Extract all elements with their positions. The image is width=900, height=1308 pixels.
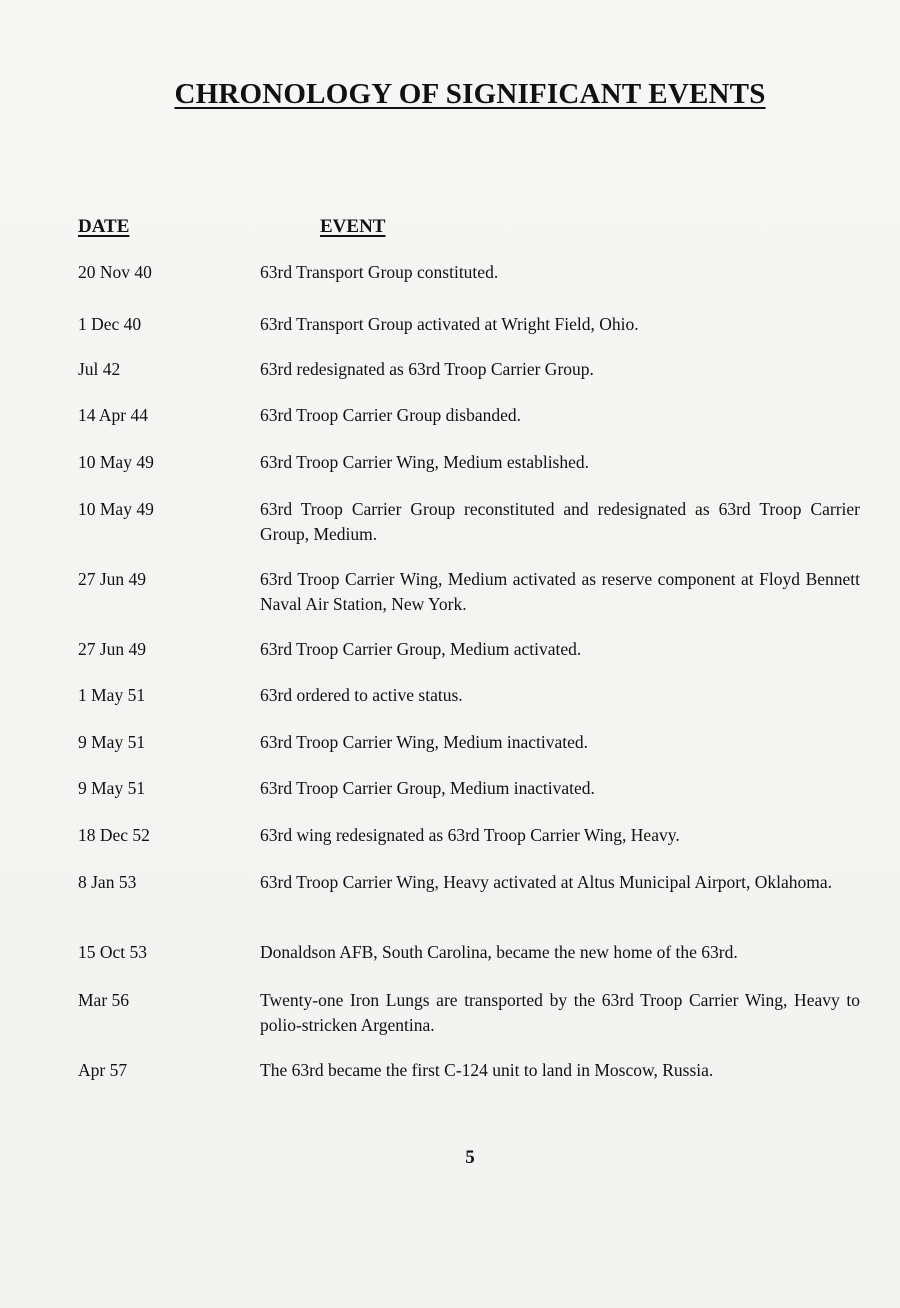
row-event: Donaldson AFB, South Carolina, became the new home of the 63rd. [260,942,738,962]
row-date: Apr 57 [78,1060,128,1080]
row-event: 63rd Troop Carrier Wing, Heavy activated at Altus Municipal Airport, Oklahoma. [260,872,832,892]
row-event: 63rd Troop Carrier Group, Medium activated. [260,639,582,659]
row-date: Mar 56 [78,990,130,1010]
row-date: 14 Apr 44 [78,405,148,425]
row-date: 1 Dec 40 [78,314,142,334]
row-event: Twenty-one Iron Lungs are transported by the 63rd Troop Carrier Wing, Heavy to polio-stricken Argentina. [260,990,860,1035]
row-date: 8 Jan 53 [78,872,137,892]
row-event: 63rd Troop Carrier Wing, Medium inactivated. [260,732,589,752]
page-number: 5 [465,1147,475,1168]
row-date: 27 Jun 49 [78,569,147,589]
row-event: 63rd Transport Group constituted. [260,262,499,282]
row-event: 63rd Troop Carrier Group reconstituted and redesignated as 63rd Troop Carrier Group, Medium. [260,499,860,544]
row-date: 20 Nov 40 [78,262,152,282]
row-date: Jul 42 [78,359,121,379]
row-date: 15 Oct 53 [78,942,148,962]
row-date: 9 May 51 [78,778,146,798]
page-title: CHRONOLOGY OF SIGNIFICANT EVENTS [174,78,766,110]
row-date: 27 Jun 49 [78,639,147,659]
row-event: 63rd Transport Group activated at Wright Field, Ohio. [260,314,639,334]
row-event: 63rd redesignated as 63rd Troop Carrier Group. [260,359,594,379]
date-column-header: DATE [78,216,130,237]
row-date: 10 May 49 [78,452,154,472]
row-date: 9 May 51 [78,732,146,752]
event-column-header: EVENT [320,216,386,237]
row-event: The 63rd became the first C-124 unit to land in Moscow, Russia. [260,1060,714,1080]
row-date: 1 May 51 [78,685,146,705]
row-date: 18 Dec 52 [78,825,150,845]
row-date: 10 May 49 [78,499,154,519]
row-event: 63rd Troop Carrier Wing, Medium established. [260,452,590,472]
row-event: 63rd ordered to active status. [260,685,463,705]
row-event: 63rd Troop Carrier Wing, Medium activated as reserve component at Floyd Bennett Naval Air Station, New York. [260,569,860,614]
row-event: 63rd Troop Carrier Group disbanded. [260,405,522,425]
row-event: 63rd Troop Carrier Group, Medium inactivated. [260,778,595,798]
row-event: 63rd wing redesignated as 63rd Troop Carrier Wing, Heavy. [260,825,680,845]
